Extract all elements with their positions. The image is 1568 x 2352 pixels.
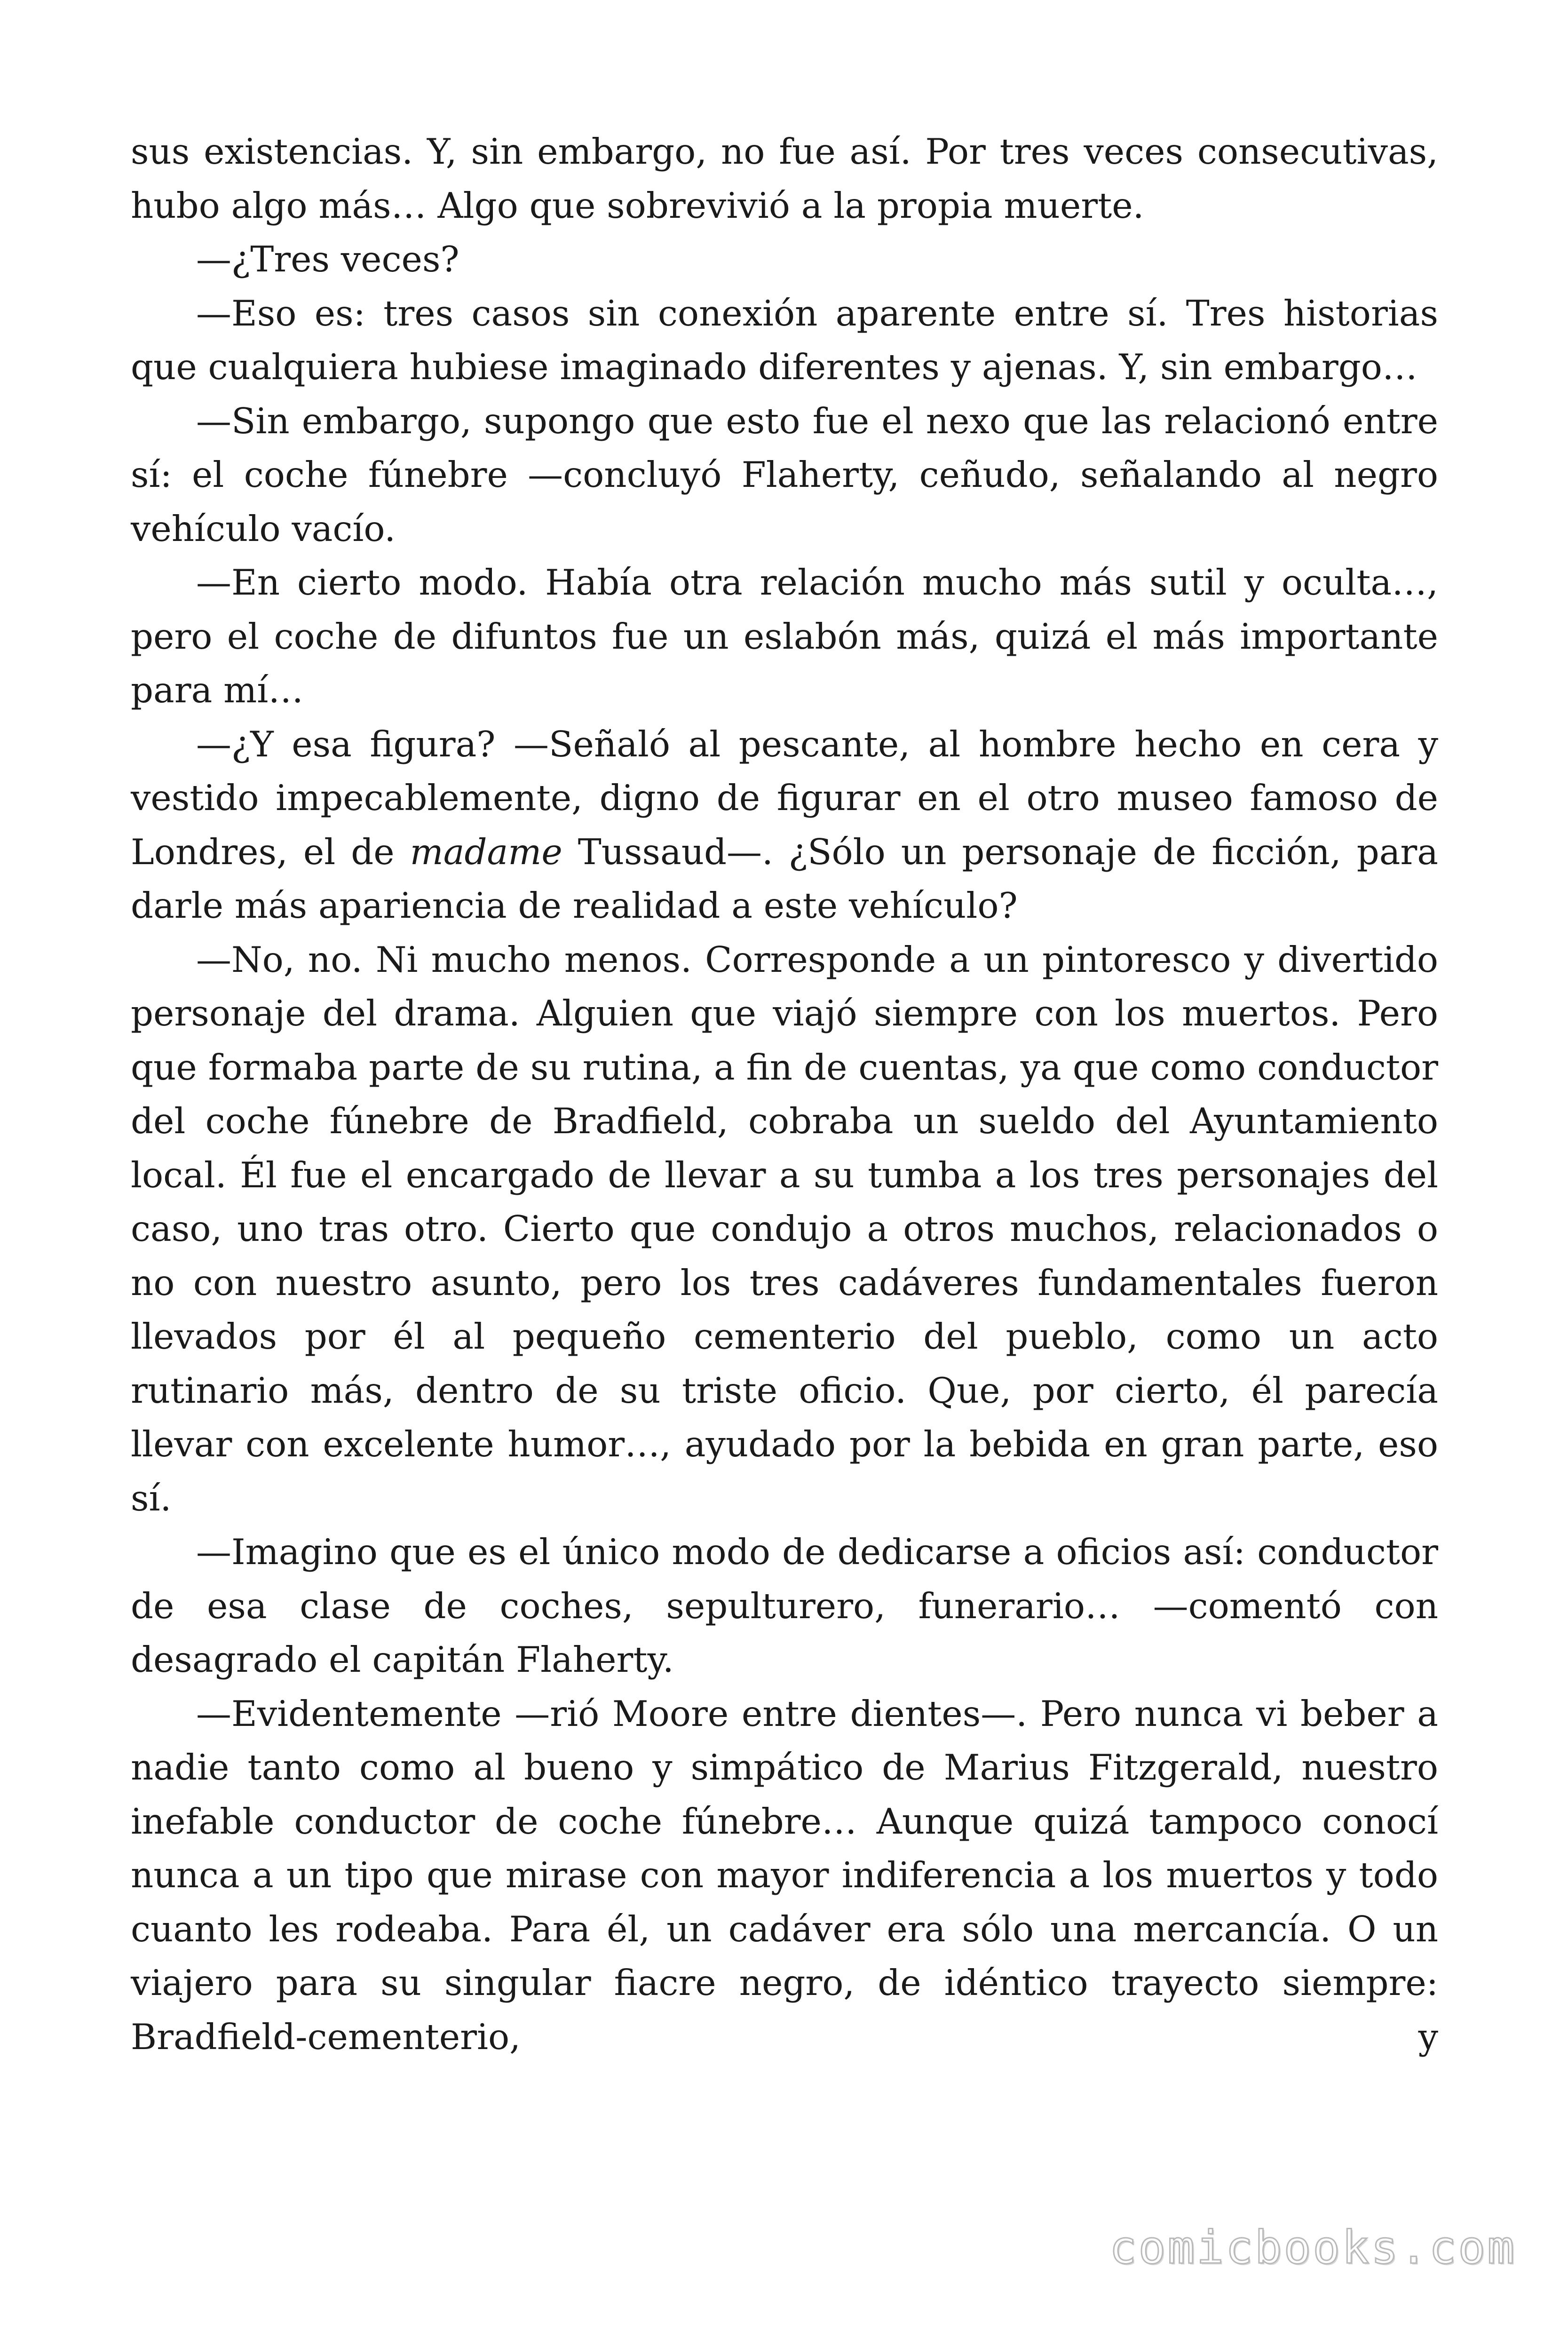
paragraph-3: —Eso es: tres casos sin conexión aparente entre sí. Tres historias que cualquiera hubiese imaginado diferentes y ajenas. Y, sin embargo… [131, 292, 1438, 388]
paragraph-6-text-before: —¿Y esa figura? —Señaló al pescante, al hombre hecho en cera y vestido impecablemente, digno de figurar en el otro museo famoso de Londres, el de [131, 723, 1438, 873]
paragraph-9: —Evidentemente —rió Moore entre dientes—. Pero nunca vi beber a nadie tanto como al bueno y simpático de Marius Fitzgerald, nuestro inefable conductor de coche fúnebre… Aunque quizá tampoco conocí nunca a un tipo que mirase con mayor indiferencia a los muertos y todo cuanto les rodeaba. Para él, un cadáver era sólo una mercancía. O un viajero para su singular fiacre negro, de idéntico trayecto siempre: Bradfield-cementerio, y [131, 1692, 1438, 2058]
watermark: comicbooks.com [1109, 2221, 1516, 2274]
paragraph-5: —En cierto modo. Había otra relación mucho más sutil y oculta…, pero el coche de difuntos fue un eslabón más, quizá el más importante para mí… [131, 562, 1438, 711]
paragraph-4: —Sin embargo, supongo que esto fue el nexo que las relacionó entre sí: el coche fúnebre —concluyó Flaherty, ceñudo, señalando al negro vehículo vacío. [131, 400, 1438, 549]
paragraph-6 [131, 717, 1438, 933]
book-page-body [131, 125, 1438, 2064]
paragraph-8: —Imagino que es el único modo de dedicarse a oficios así: conductor de esa clase de coches, sepulturero, funerario… —comentó con desagrado el capitán Flaherty. [131, 1531, 1438, 1680]
paragraph-2: —¿Tres veces? [196, 238, 459, 280]
paragraph-1: sus existencias. Y, sin embargo, no fue así. Por tres veces consecutivas, hubo algo más… Algo que sobrevivió a la propia muerte. [131, 131, 1438, 226]
paragraph-6-text-after: Tussaud—. ¿Sólo un personaje de ficción, para darle más apariencia de realidad a este vehículo? [131, 831, 1438, 926]
paragraph-7: —No, no. Ni mucho menos. Corresponde a un pintoresco y divertido personaje del drama. Alguien que viajó siempre con los muertos. Pero que formaba parte de su rutina, a fin de cuentas, ya que como conductor del coche fúnebre de Bradfield, cobraba un sueldo del Ayuntamiento local. Él fue el encargado de llevar a su tumba a los tres personajes del caso, uno tras otro. Cierto que condujo a otros muchos, relacionados o no con nuestro asunto, pero los tres cadáveres fundamentales fueron llevados por él al pequeño cementerio del pueblo, como un acto rutinario más, dentro de su triste oficio. Que, por cierto, él parecía llevar con excelente humor…, ayudado por la bebida en gran parte, eso sí. [131, 938, 1438, 1519]
paragraph-6-italic-word: madame [410, 831, 562, 873]
